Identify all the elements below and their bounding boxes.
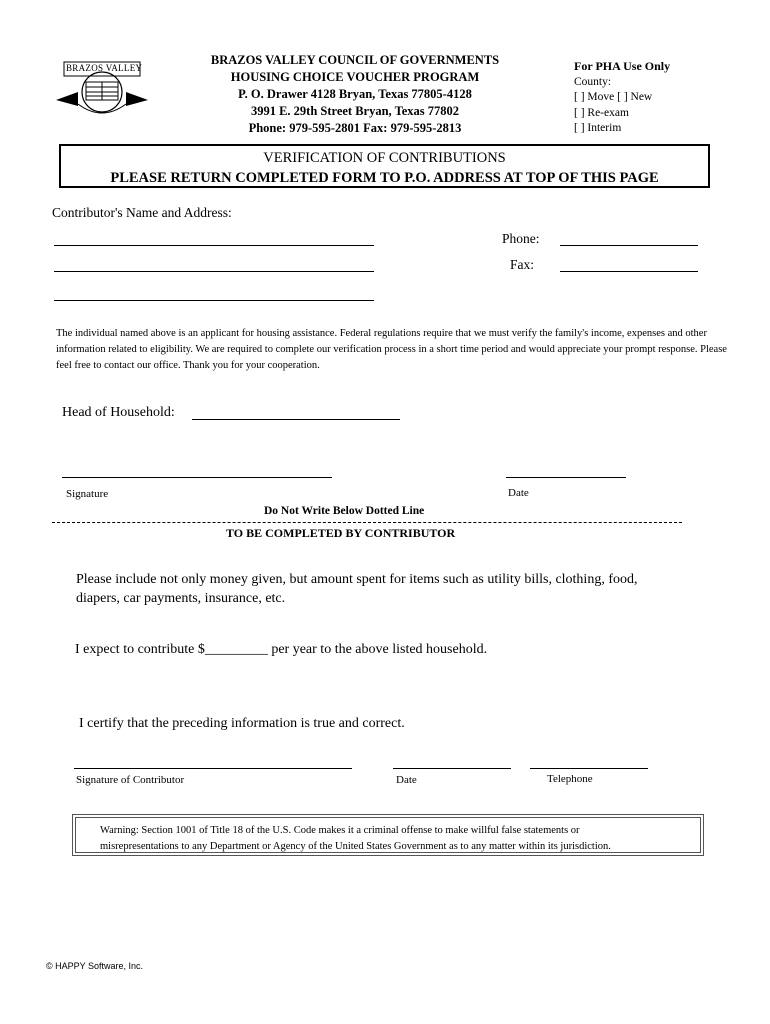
- date-field[interactable]: [506, 477, 626, 478]
- form-title: VERIFICATION OF CONTRIBUTIONS: [263, 150, 506, 166]
- date-label: Date: [508, 487, 529, 499]
- pha-title: For PHA Use Only: [574, 59, 671, 73]
- pha-use-only: [574, 59, 670, 137]
- return-instructions: PLEASE RETURN COMPLETED FORM TO P.O. ADDRESS AT TOP OF THIS PAGE: [110, 170, 659, 186]
- pha-interim-checkbox[interactable]: [ ] Interim: [574, 122, 622, 134]
- certify-statement: I certify that the preceding information is true and correct.: [79, 716, 405, 731]
- include-line-2: diapers, car payments, insurance, etc.: [76, 591, 286, 606]
- pha-reexam-checkbox[interactable]: [ ] Re-exam: [574, 106, 629, 119]
- to-be-completed-heading: TO BE COMPLETED BY CONTRIBUTOR: [226, 526, 456, 540]
- phone-label: Phone:: [502, 231, 540, 246]
- warning-line-2: misrepresentations to any Department or Agency of the United States Government as to any matter within its jurisdiction.: [100, 840, 611, 852]
- telephone-label: Telephone: [547, 773, 593, 785]
- signature-label: Signature: [66, 488, 109, 500]
- logo-text: BRAZOS VALLEY: [66, 63, 143, 73]
- include-line-1: Please include not only money given, but amount spent for items such as utility bills, clothing, food,: [76, 572, 638, 587]
- pha-move-new-checkbox[interactable]: [ ] Move [ ] New: [574, 91, 653, 103]
- include-instructions: [76, 570, 637, 608]
- head-of-household-field[interactable]: [192, 419, 400, 420]
- fax-label: Fax:: [510, 257, 535, 272]
- agency-header: [170, 52, 540, 137]
- mailing-address: P. O. Drawer 4128 Bryan, Texas 77805-4128: [238, 87, 472, 101]
- pha-county: County:: [574, 75, 612, 88]
- contributor-address-line-2[interactable]: [54, 271, 374, 272]
- dotted-divider: [52, 522, 682, 523]
- contributor-address-line-1[interactable]: [54, 245, 374, 246]
- contributor-address-line-3[interactable]: [54, 300, 374, 301]
- phone-field[interactable]: [560, 245, 698, 246]
- street-address: 3991 E. 29th Street Bryan, Texas 77802: [250, 104, 460, 118]
- date2-label: Date: [396, 774, 417, 786]
- contributor-signature-field[interactable]: [74, 768, 352, 769]
- telephone-field[interactable]: [530, 768, 648, 769]
- phone-fax: Phone: 979-595-2801 Fax: 979-595-2813: [248, 121, 462, 135]
- head-of-household-label: Head of Household:: [62, 405, 175, 420]
- expect-contribution[interactable]: I expect to contribute $_________ per year to the above listed household.: [75, 642, 488, 657]
- signature-of-contributor-label: Signature of Contributor: [76, 774, 185, 786]
- agency-name: BRAZOS VALLEY COUNCIL OF GOVERNMENTS: [210, 53, 500, 67]
- warning-box: [72, 814, 704, 856]
- date2-field[interactable]: [393, 768, 511, 769]
- copyright: © HAPPY Software, Inc.: [46, 961, 144, 971]
- warning-line-1: Warning: Section 1001 of Title 18 of the U.S. Code makes it a criminal offense to make willful false statements or: [100, 825, 580, 836]
- do-not-write-notice: Do Not Write Below Dotted Line: [264, 505, 425, 517]
- signature-field[interactable]: [62, 477, 332, 478]
- program-name: HOUSING CHOICE VOUCHER PROGRAM: [230, 70, 480, 84]
- form-title-box: [59, 144, 710, 188]
- brazos-valley-logo: [56, 56, 148, 118]
- contributor-label: Contributor's Name and Address:: [52, 205, 232, 220]
- intro-paragraph: The individual named above is an applicant for housing assistance. Federal regulations require that we must verify the family's income, expenses and other information related to eligibility. We are required to complete our verification process in a short time period and would appreciate your prompt response. Please feel free to contact our office. Thank you for your cooperation.: [56, 328, 727, 371]
- fax-field[interactable]: [560, 271, 698, 272]
